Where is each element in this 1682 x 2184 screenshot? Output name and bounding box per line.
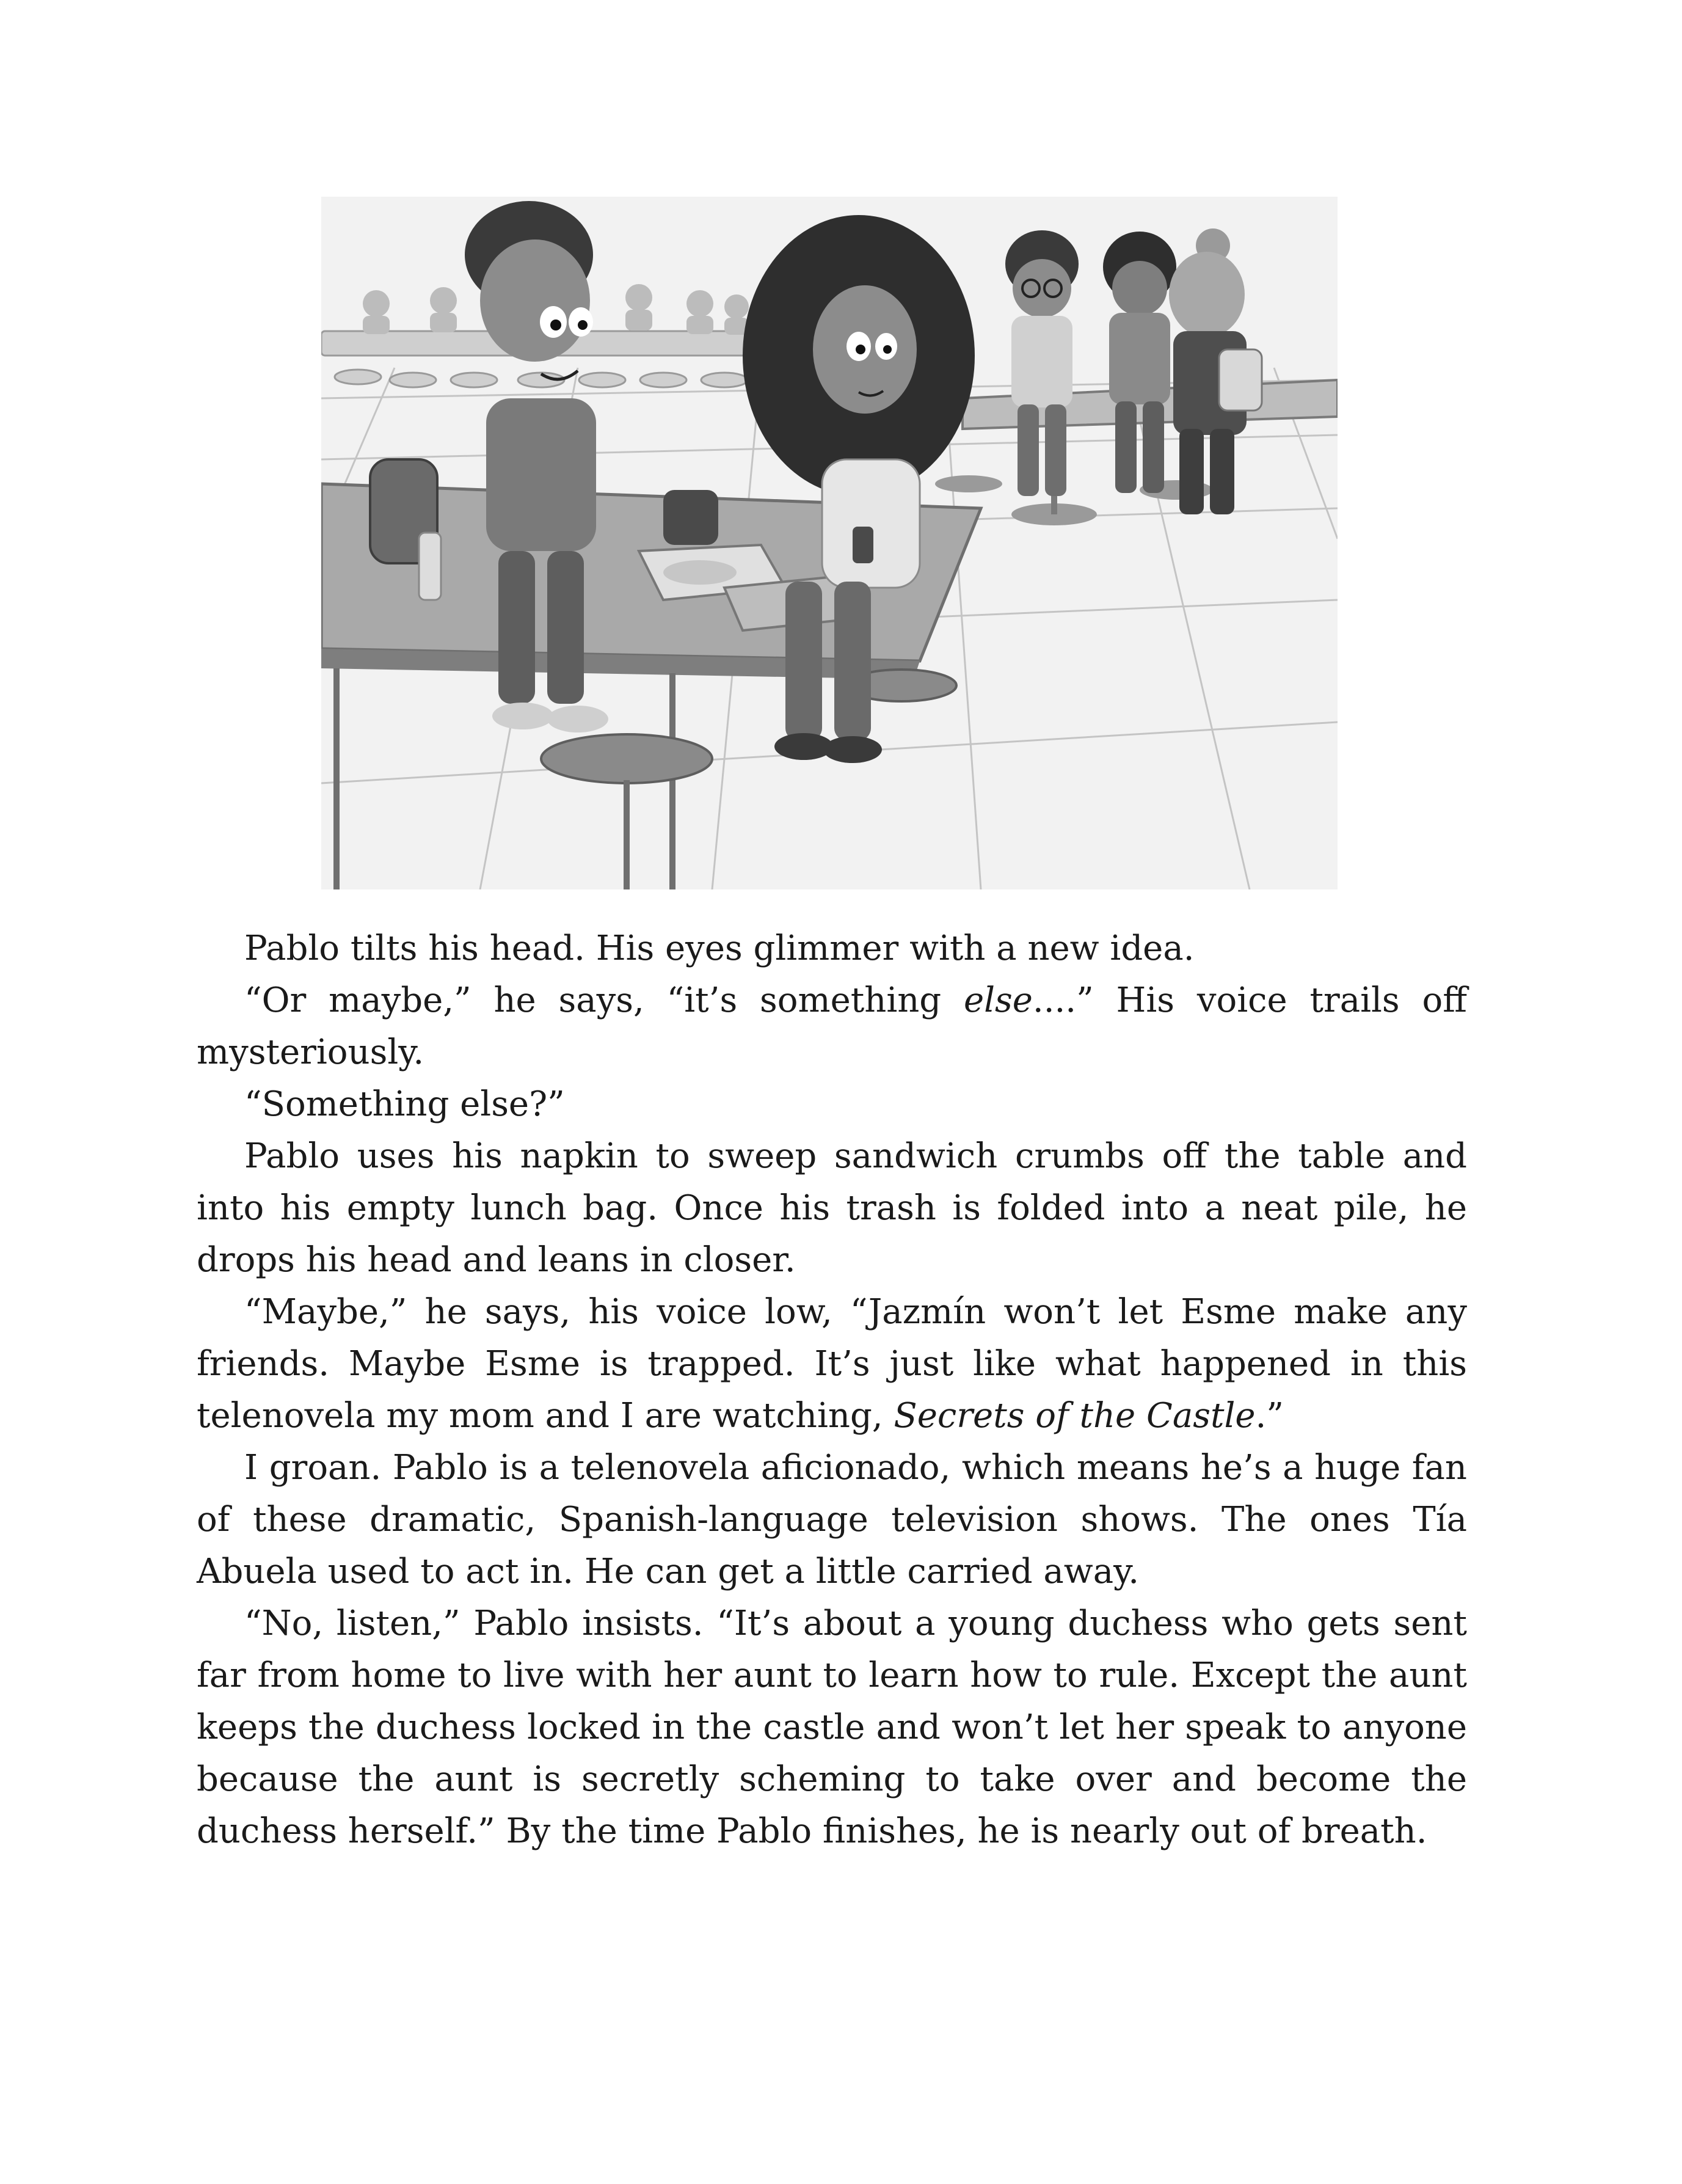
paragraph-text: .” <box>1255 1396 1284 1436</box>
italic-title: Secrets of the Castle <box>894 1396 1256 1436</box>
paragraph-text: “Maybe,” he says, his voice low, “Jazmín won’t let Esme make any friends. Maybe Esme is trapped. It’s just like what happened in this telenovela my mom and I are watching, <box>197 1292 1467 1436</box>
paragraph-7 <box>197 1598 1467 1857</box>
paragraph-5 <box>197 1286 1467 1442</box>
cafeteria-illustration <box>321 197 1338 889</box>
paragraph-text: Pablo tilts his head. His eyes glimmer with a new idea. <box>244 929 1195 968</box>
paragraph-text: “Something else?” <box>244 1084 565 1124</box>
paragraph-4 <box>197 1130 1467 1286</box>
cafeteria-scene-icon <box>321 197 1338 889</box>
paragraph-6 <box>197 1442 1467 1598</box>
paragraph-text: ....” His voice trails off mysteriously. <box>197 981 1467 1072</box>
italic-word: else <box>963 981 1033 1020</box>
paragraph-text: I groan. Pablo is a telenovela aficionado, which means he’s a huge fan of these dramatic, Spanish-language television shows. The ones Tía Abuela used to act in. He can get a little carried away. <box>197 1448 1467 1591</box>
paragraph-text: “No, listen,” Pablo insists. “It’s about a young duchess who gets sent far from home to live with her aunt to learn how to rule. Except the aunt keeps the duchess locked in the castle and won’t let her speak to anyone because the aunt is secretly scheming to take over and become the duchess herself.” By the time Pablo finishes, he is nearly out of breath. <box>197 1604 1467 1851</box>
paragraph-text: Pablo uses his napkin to sweep sandwich crumbs off the table and into his empty lunch bag. Once his trash is folded into a neat pile, he drops his head and leans in closer. <box>197 1136 1467 1280</box>
paragraph-2 <box>197 974 1467 1078</box>
paragraph-text: “Or maybe,” he says, “it’s something <box>244 981 964 1020</box>
paragraph-3 <box>197 1078 1467 1130</box>
story-text <box>197 922 1467 1857</box>
paragraph-1 <box>197 922 1467 974</box>
